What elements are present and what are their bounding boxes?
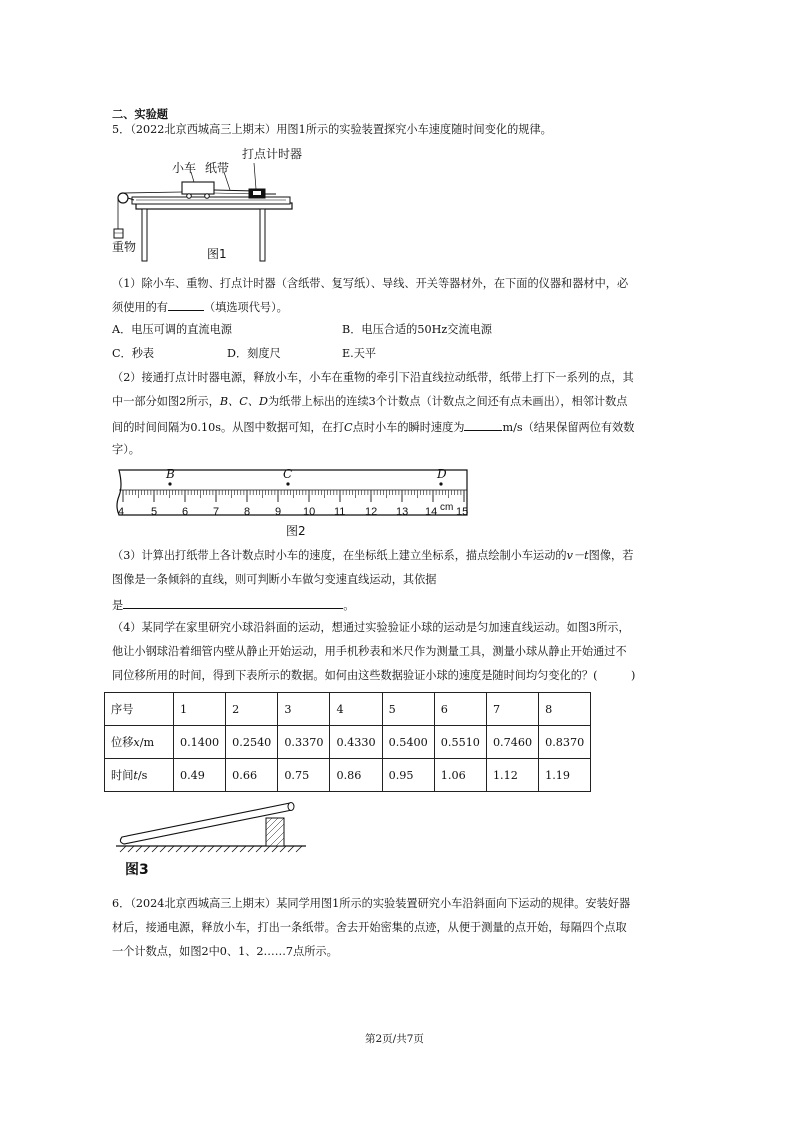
q5-part1-hint: （填选项代号）。 — [203, 301, 288, 314]
track — [132, 197, 290, 204]
figure-3-incline — [112, 796, 312, 858]
q5-part2-line2 — [112, 395, 627, 409]
table-cell: 0.95 — [382, 759, 434, 792]
table-row-label: 位移x/m — [105, 726, 174, 759]
fig2-caption: 图2 — [286, 524, 306, 538]
tick-label-11: 11 — [334, 506, 346, 518]
table-cell: 8 — [539, 693, 591, 726]
pulley — [118, 193, 128, 203]
fig1-label-tape: 纸带 — [205, 161, 230, 175]
tick-label-7: 7 — [213, 506, 220, 518]
table-cell: 0.2540 — [226, 726, 278, 759]
answer-blank-2[interactable] — [464, 419, 502, 431]
table-cell: 0.1400 — [174, 726, 226, 759]
q5-part1-text: 须使用的有 — [112, 301, 168, 314]
table-cell: 1 — [174, 693, 226, 726]
tick-label-13: 13 — [396, 506, 409, 518]
table-cell: 1.19 — [539, 759, 591, 792]
option-a: A．电压可调的直流电源 — [112, 323, 232, 336]
table-cell: 4 — [330, 693, 382, 726]
q5-part3-line1 — [112, 549, 633, 563]
tick-label-8: 8 — [244, 506, 251, 518]
table-cell: 0.3370 — [278, 726, 330, 759]
q5-part2-line4: 字）。 — [112, 443, 140, 456]
point-label-d: D — [437, 467, 447, 481]
q5-part2-text-b: 为纸带上标出的连续3个计数点（计数点之间还有点未画出），相邻计数点 — [267, 395, 628, 408]
tick-label-4: 4 — [118, 506, 125, 518]
tick-label-15: 15 — [456, 506, 469, 518]
answer-blank-3[interactable] — [123, 597, 343, 609]
table-cell: 0.86 — [330, 759, 382, 792]
table-row-displacement — [105, 726, 591, 759]
fig3-caption: 图3 — [125, 862, 149, 878]
fig1-caption: 图1 — [207, 247, 227, 261]
tick-label-9: 9 — [275, 506, 282, 518]
tick-label-12: 12 — [365, 506, 378, 518]
q5-part2-text-c: 间的时间间隔为0.10s。从图中数据可知，在打 — [112, 421, 345, 434]
q5-part3-line2: 图像是一条倾斜的直线，则可判断小车做匀变速直线运动，其依据 — [112, 573, 437, 586]
support-block — [266, 818, 284, 846]
section-title: 二、实验题 — [112, 107, 168, 121]
table-cell: 2 — [226, 693, 278, 726]
q5-part3-vt: v－t — [566, 549, 589, 562]
table-cell: 1.06 — [434, 759, 486, 792]
table-cell: 6 — [434, 693, 486, 726]
point-label-c: C — [283, 467, 293, 481]
table-cell: 3 — [278, 693, 330, 726]
table-cell: 0.5400 — [382, 726, 434, 759]
table-cell: 0.7460 — [486, 726, 538, 759]
table-cell: 0.75 — [278, 759, 330, 792]
q5-part2-text-e: m/s（结果保留两位有效数 — [502, 421, 635, 434]
tick-label-6: 6 — [182, 506, 189, 518]
car — [182, 182, 214, 194]
table-row-time — [105, 759, 591, 792]
q5-part3-text-a: （3）计算出打纸带上各计数点时小车的速度，在坐标纸上建立坐标系，描点绘制小车运动的 — [112, 549, 567, 562]
option-d: D．刻度尺 — [227, 347, 281, 360]
table-header-label: 序号 — [105, 693, 174, 726]
q5-part3-period: 。 — [343, 599, 355, 612]
table-leg-right — [260, 209, 265, 261]
fig1-label-weight: 重物 — [112, 240, 137, 254]
tape-dot — [168, 482, 171, 485]
question-6-line3: 一个计数点，如图2中0、1、2……7点所示。 — [112, 945, 338, 958]
table-cell: 1.12 — [486, 759, 538, 792]
data-table — [104, 692, 591, 792]
q5-part2-line1: （2）接通打点计时器电源，释放小车，小车在重物的牵引下沿直线拉动纸带，纸带上打下一系列的点，其 — [112, 371, 634, 384]
figure-2-ruler — [113, 466, 473, 520]
table-cell: 0.66 — [226, 759, 278, 792]
option-e: E.天平 — [342, 347, 377, 360]
tick-label-14: 14 — [425, 506, 438, 518]
page-footer: 第2页/共7页 — [365, 1033, 424, 1045]
q5-part3-line3 — [112, 597, 354, 613]
q5-part4-line3: 同位移所用的时间，得到下表所示的数据。如何由这些数据验证小球的速度是随时间均匀变化的？( ) — [112, 669, 636, 682]
table-row-label: 时间t/s — [105, 759, 174, 792]
option-c: C．秒表 — [112, 347, 155, 360]
question-6-line2: 材后，接通电源，释放小车，打出一条纸带。舍去开始密集的点迹，从便于测量的点开始，每隔四个点取 — [112, 921, 627, 934]
table-leg-left — [142, 209, 147, 261]
q5-part4-line1: （4）某同学在家里研究小球沿斜面的运动，想通过实验验证小球的运动是匀加速直线运动。如图3所示， — [112, 621, 630, 634]
q5-part1-line2 — [112, 299, 288, 315]
tape-dot — [439, 482, 442, 485]
table-cell: 0.8370 — [539, 726, 591, 759]
unit-label-cm: cm — [440, 502, 454, 513]
table-cell: 7 — [486, 693, 538, 726]
q5-part2-line3 — [112, 419, 634, 435]
q5-part2-points: B、C、D — [219, 395, 268, 408]
q5-part2-text-d: 点时小车的瞬时速度为 — [352, 421, 465, 434]
q5-part3-text-b: 图像，若 — [588, 549, 634, 562]
q5-part2-text-a: 中一部分如图2所示， — [112, 395, 220, 408]
weight — [114, 229, 123, 238]
table-cell: 0.4330 — [330, 726, 382, 759]
question-6-line1: 6．（2024北京西城高三上期末）某同学用图1所示的实验装置研究小车沿斜面向下运动的规律。安装好器 — [112, 897, 631, 910]
q5-part4-line2: 他让小钢球沿着细管内壁从静止开始运动，用手机秒表和米尺作为测量工具，测量小球从静止开始通过不 — [112, 645, 627, 658]
answer-blank-1[interactable] — [168, 299, 204, 311]
point-label-b: B — [166, 467, 175, 481]
table-row-header — [105, 693, 591, 726]
option-b: B．电压合适的50Hz交流电源 — [342, 323, 492, 336]
tape-dot — [286, 482, 289, 485]
table-cell: 5 — [382, 693, 434, 726]
question-5-intro: 5．（2022北京西城高三上期末）用图1所示的实验装置探究小车速度随时间变化的规律。 — [112, 123, 552, 136]
fig1-label-car: 小车 — [172, 161, 197, 175]
fig1-label-timer: 打点计时器 — [242, 147, 303, 161]
tick-label-10: 10 — [303, 506, 316, 518]
q5-part1-line1: （1）除小车、重物、打点计时器（含纸带、复写纸）、导线、开关等器材外，在下面的仪器和器材中，必 — [112, 277, 629, 290]
table-cell: 0.49 — [174, 759, 226, 792]
table-cell: 0.5510 — [434, 726, 486, 759]
q5-part2-point-c: C — [344, 421, 353, 434]
tick-label-5: 5 — [151, 506, 158, 518]
q5-part3-text-c: 是 — [112, 599, 124, 612]
